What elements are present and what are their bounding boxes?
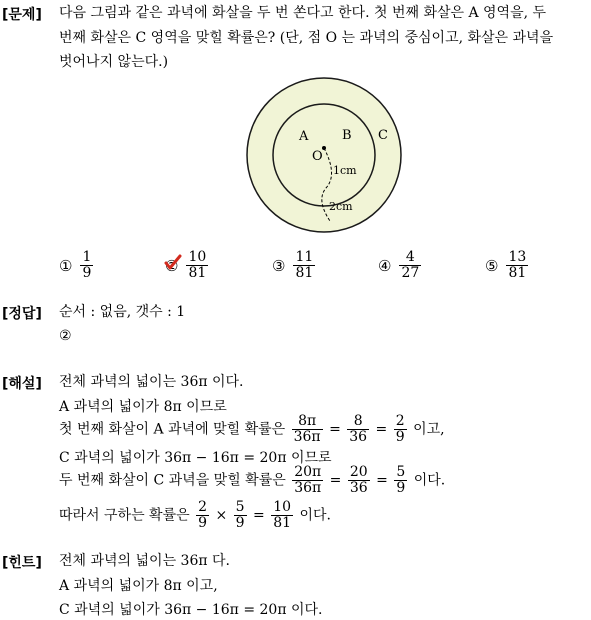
region-label-c: C [378,128,388,143]
choice-marker-2: ② [165,256,179,275]
center-label-o: O [312,149,323,164]
solution-line-3: 첫 번째 화살이 A 과녁에 맞힐 확률은 $\frac{8\pi}{36\pi}$ = $\frac{8}{36}$ = $\frac{2}{9}$ 이고, [59,413,445,445]
problem-line-3: 벗어나지 않는다.) [59,54,169,70]
answer-tag: [정답] [2,306,42,322]
choice-fraction-5: $\frac{13}{81}$ [508,249,527,281]
check-mark-icon [164,254,182,270]
choice-marker-3: ③ [272,256,286,275]
region-label-b: B [342,128,352,143]
choice-fraction-3: $\frac{11}{81}$ [295,249,314,281]
problem-tag: [문제] [2,7,42,23]
choice-marker-4: ④ [378,256,392,275]
hint-tag: [힌트] [2,555,42,571]
solution-tag: [해설] [2,376,42,392]
region-label-a: A [299,129,309,144]
choice-marker-1: ① [59,256,73,275]
answer-value: ② [59,328,72,344]
solution-line-6: 따라서 구하는 확률은 $\frac{2}{9}$ × $\frac{5}{9}$ = $\frac{10}{81}$ 이다. [59,499,331,531]
choice-marker-5: ⑤ [485,256,499,275]
choice-1[interactable] [59,250,95,281]
outer-circle [247,78,401,232]
choice-fraction-2: $\frac{10}{81}$ [188,249,207,281]
choice-fraction-1: $\frac{1}{9}$ [82,249,92,281]
radius-label-2cm: 2cm [329,200,353,213]
choice-4[interactable] [378,250,423,281]
hint-line-1: 전체 과녁의 넓이는 36π 다. [59,553,230,569]
solution-line-4: C 과녁의 넓이가 36π − 16π = 20π 이므로 [59,450,332,466]
solution-line-5: 두 번째 화살이 C 과녁을 맞힐 확률은 $\frac{20\pi}{36\pi}$ = $\frac{20}{36}$ = $\frac{5}{9}$ 이다. [59,464,446,496]
choice-3[interactable] [272,250,317,281]
solution-line-2: A 과녁의 넓이가 8π 이므로 [59,399,227,415]
radius-label-1cm: 1cm [333,164,357,177]
target-figure [0,0,591,240]
hint-line-2: A 과녁의 넓이가 8π 이고, [59,578,218,594]
hint-line-3: C 과녁의 넓이가 36π − 16π = 20π 이다. [59,602,323,618]
solution-line-1: 전체 과녁의 넓이는 36π 이다. [59,374,244,390]
problem-line-1: 다음 그림과 같은 과녁에 화살을 두 번 쏜다고 한다. 첫 번째 화살은 A 영역을, 두 [59,5,547,21]
choice-5[interactable] [485,250,530,281]
answer-order-count: 순서 : 없음, 갯수 : 1 [59,304,186,320]
problem-line-2: 번째 화살은 C 영역을 맞힐 확률은? (단, 점 O 는 과녁의 중심이고, 화살은 과녁을 [59,30,554,46]
choice-fraction-4: $\frac{4}{27}$ [401,249,420,281]
